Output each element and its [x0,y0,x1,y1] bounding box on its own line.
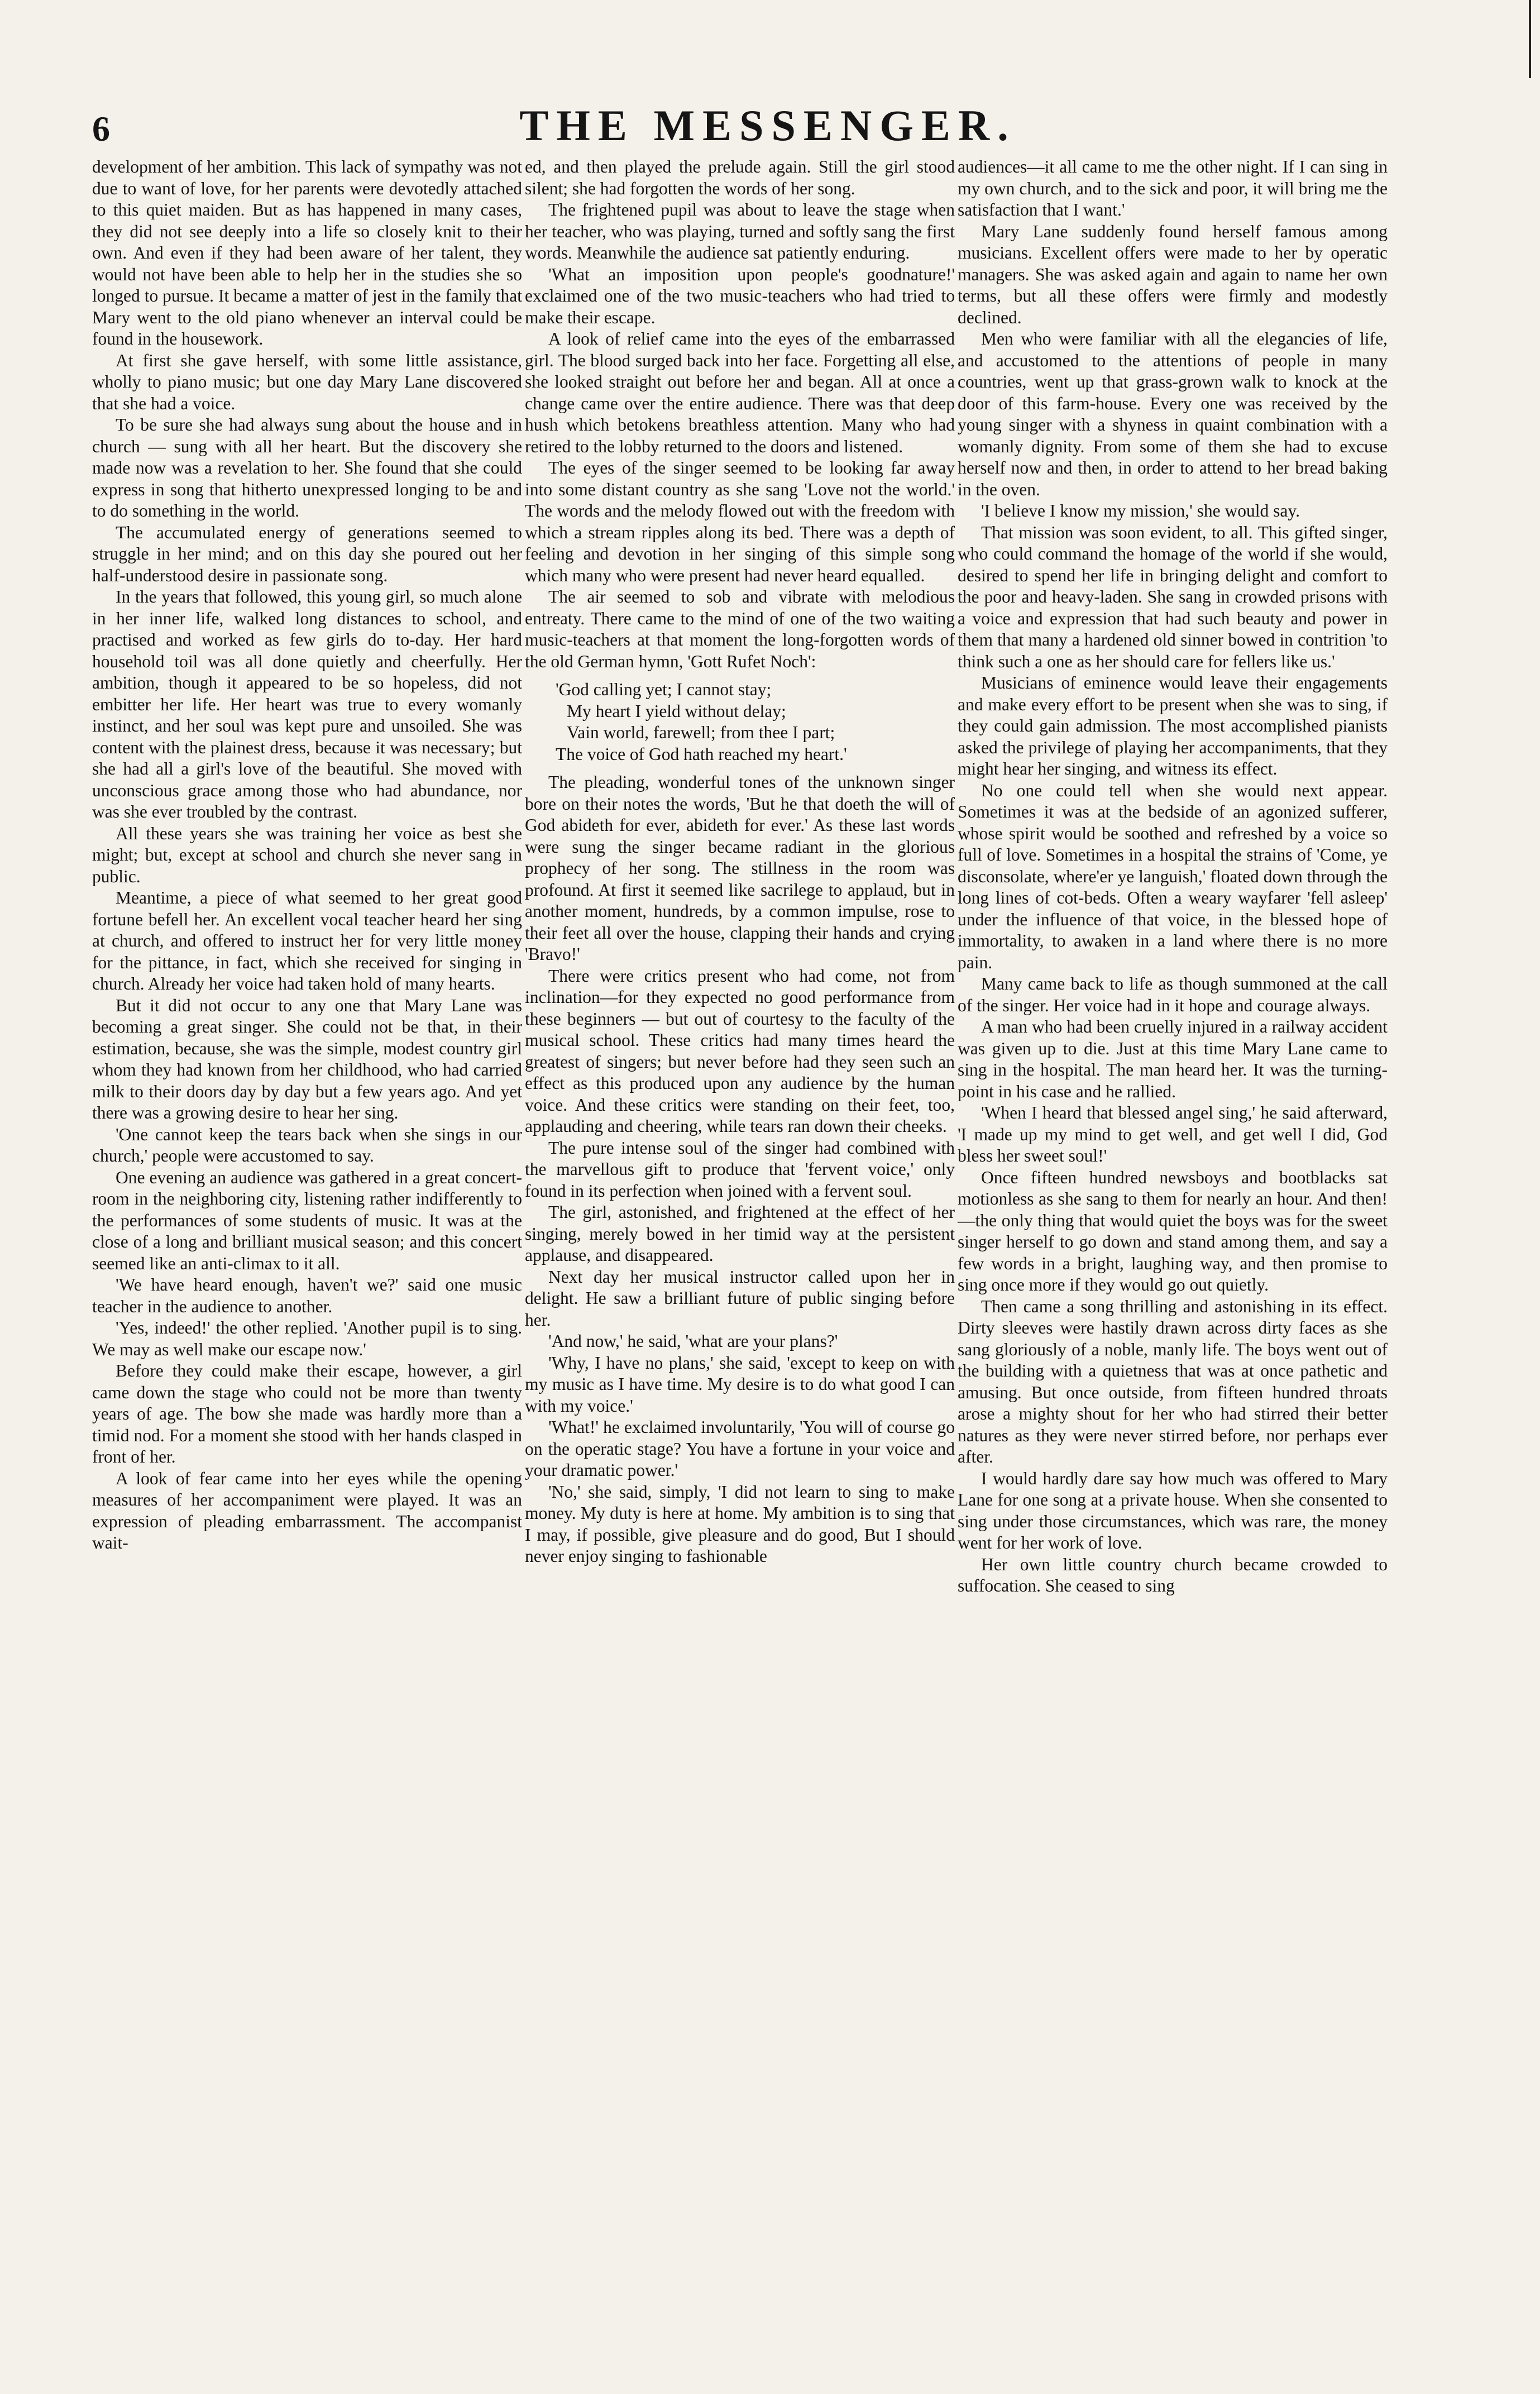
paragraph: development of her ambition. This lack of sympathy was not due to want of love, for her parents were devotedly attached to this quiet maiden. But as has happened in many cases, they did not see deeply into a life so closely knit to their own. And even if they had been aware of her talent, they would not have been able to help her in the studies she so longed to pursue. It became a matter of jest in the family that Mary went to the old piano whenever an interval could be found in the housework. [92,157,522,348]
column-2 [525,156,955,1568]
paragraph: No one could tell when she would next appear. Sometimes it was at the bedside of an agonized sufferer, whose spirit would be soothed and refreshed by a voice so full of love. Sometimes in a hospital the strains of 'Come, ye disconsolate, where'er ye languish,' floated down through the long lines of cot-beds. Often a weary wayfarer 'fell asleep' under the influence of that voice, in the blessed hope of immortality, to awaken in a land where there is no more pain. [958,780,1388,972]
edge-rule [1529,0,1531,78]
page-number: 6 [92,109,110,149]
paragraph: But it did not occur to any one that Mary Lane was becoming a great singer. She could not be that, in their estimation, because, she was the simple, modest country girl whom they had known from her childhood, who had carried milk to their doors day by day but a few years ago. And yet there was a growing desire to hear her sing. [92,995,522,1122]
page-header [84,101,1452,151]
column-3 [958,156,1388,1597]
paragraph: audiences—it all came to me the other night. If I can sing in my own church, and to the sick and poor, it will bring me the satisfaction that I want.' [958,157,1388,219]
paragraph: In the years that followed, this young girl, so much alone in her inner life, walked long distances to school, and practised and worked as few girls do to-day. Her hard household toil was all done quietly and cheerfully. Her ambition, though it appeared to be so hopeless, did not embitter her life. Her heart was true to every womanly instinct, and her soul was kept pure and unsoiled. She was content with the plainest dress, because it was necessary; but she had all a girl's love of the beautiful. She moved with unconscious grace among those who had abundance, nor was she ever troubled by the contrast. [92,587,522,821]
paragraph: Before they could make their escape, however, a girl came down the stage who could not be more than twenty years of age. The bow she made was hardly more than a timid nod. For a moment she stood with her hands clasped in front of her. [92,1361,522,1466]
paragraph: The pleading, wonderful tones of the unknown singer bore on their notes the words, 'But he that doeth the will of God abideth for ever, abideth for ever.' As these last words were sung the singer became radiant in the glorious prophecy of her song. The stillness in the room was profound. At first it seemed like sacrilege to applaud, but in another moment, hundreds, by a common impulse, rose to their feet all over the house, clapping their hands and crying 'Bravo!' [525,772,955,964]
paragraph: 'What!' he exclaimed involuntarily, 'You will of course go on the operatic stage? You have a fortune in your voice and your dramatic power.' [525,1417,955,1480]
paragraph: Next day her musical instructor called upon her in delight. He saw a brilliant future of public singing before her. [525,1267,955,1330]
paragraph: 'When I heard that blessed angel sing,' he said afterward, 'I made up my mind to get well, and get well I did, God bless her sweet soul!' [958,1103,1388,1165]
paragraph: The frightened pupil was about to leave the stage when her teacher, who was playing, turned and softly sang the first words. Meanwhile the audience sat patiently enduring. [525,200,955,262]
paragraph: To be sure she had always sung about the house and in church — sung with all her heart. But the discovery she made now was a revelation to her. She found that she could express in song that hitherto unexpressed longing to be and to do something in the world. [92,415,522,520]
paragraph: The pure intense soul of the singer had combined with the marvellous gift to produce that 'fervent voice,' only found in its perfection when joined with a fervent soul. [525,1138,955,1201]
paragraph: I would hardly dare say how much was offered to Mary Lane for one song at a private house. When she consented to sing under those circumstances, which was rare, the money went for her work of love. [958,1468,1388,1552]
column-1 [92,156,522,1554]
masthead-title: THE MESSENGER. [519,101,1016,150]
paragraph: 'What an imposition upon people's goodnature!' exclaimed one of the two music-teachers who had tried to make their escape. [525,264,955,327]
verse-line: My heart I yield without delay; [567,701,786,721]
hymn-verse [556,679,955,765]
paragraph: There were critics present who had come, not from inclination—for they expected no good performance from these beginners — but out of courtesy to the faculty of the musical school. These critics had many times heard the greatest of singers; but never before had they seen such an effect as this produced upon any audience by the human voice. And these critics were standing on their feet, too, applauding and cheering, while tears ran down their cheeks. [525,966,955,1136]
paragraph: Musicians of eminence would leave their engagements and make every effort to be present when she was to sing, if they could gain admission. The most accomplished pianists asked the privilege of playing her accompaniments, that they might hear her singing, and witness its effect. [958,673,1388,778]
paragraph: Many came back to life as though summoned at the call of the singer. Her voice had in it hope and courage always. [958,974,1388,1015]
paragraph: Men who were familiar with all the elegancies of life, and accustomed to the attentions of people in many countries, went up that grass-grown walk to knock at the door of this farm-house. Every one was received by the young singer with a shyness in quaint combination with a womanly dignity. From some of them she had to excuse herself now and then, in order to attend to her bread baking in the oven. [958,329,1388,499]
paragraph: One evening an audience was gathered in a great concert-room in the neighboring city, listening rather indifferently to the performances of some students of music. It was at the close of a long and brilliant musical season; and this concert seemed like an anti-climax to it all. [92,1167,522,1273]
paragraph: All these years she was training her voice as best she might; but, except at school and church she never sang in public. [92,823,522,886]
paragraph: 'I believe I know my mission,' she would say. [981,501,1300,520]
paragraph: The accumulated energy of generations seemed to struggle in her mind; and on this day she poured out her half-understood desire in passionate song. [92,522,522,585]
paragraph: Meantime, a piece of what seemed to her great good fortune befell her. An excellent vocal teacher heard her sing at church, and offered to instruct her for very little money for the pittance, in fact, which she received for singing in church. Already her voice had taken hold of many hearts. [92,888,522,993]
paragraph: Her own little country church became crowded to suffocation. She ceased to sing [958,1554,1388,1595]
paragraph: 'Yes, indeed!' the other replied. 'Another pupil is to sing. We may as well make our escape now.' [92,1318,522,1359]
paragraph: Once fifteen hundred newsboys and bootblacks sat motionless as she sang to them for nearly an hour. And then!—the only thing that would quiet the boys was for the sweet singer herself to go down and stand among them, and say a few words in a bright, laughing way, and then promise to sing once more if they would go out quietly. [958,1167,1388,1294]
paragraph: The air seemed to sob and vibrate with melodious entreaty. There came to the mind of one of the two waiting music-teachers at that moment the long-forgotten words of the old German hymn, 'Gott Rufet Noch': [525,587,955,671]
paragraph: 'No,' she said, simply, 'I did not learn to sing to make money. My duty is here at home. My ambition is to sing that I may, if possible, give pleasure and do good, But I should never enjoy singing to fashionable [525,1482,955,1566]
paragraph: That mission was soon evident, to all. This gifted singer, who could command the homage of the world if she would, desired to spend her life in bringing delight and comfort to the poor and heavy-laden. She sang in crowded prisons with a voice and expression that had such beauty and power in them that many a hardened old sinner bowed in contrition 'to think such a one as her should care for fellers like us.' [958,522,1388,671]
paragraph: At first she gave herself, with some little assistance, wholly to piano music; but one day Mary Lane discovered that she had a voice. [92,350,522,413]
paragraph: ed, and then played the prelude again. Still the girl stood silent; she had forgotten the words of her song. [525,157,955,198]
paragraph: The eyes of the singer seemed to be looking far away into some distant country as she sang 'Love not the world.' The words and the melody flowed out with the freedom with which a stream ripples along its bed. There was a depth of feeling and devotion in her singing of this simple song which many who were present had never heard equalled. [525,458,955,585]
paragraph: A look of relief came into the eyes of the embarrassed girl. The blood surged back into her face. Forgetting all else, she looked straight out before her and began. All at once a change came over the entire audience. There was that deep hush which betokens breathless attention. Many who had retired to the lobby returned to the doors and listened. [525,329,955,456]
paragraph: 'We have heard enough, haven't we?' said one music teacher in the audience to another. [92,1275,522,1316]
paragraph: The girl, astonished, and frightened at the effect of her singing, merely bowed in her timid way at the persistent applause, and disappeared. [525,1202,955,1265]
paragraph: 'Why, I have no plans,' she said, 'except to keep on with my music as I have time. My desire is to do what good I can with my voice.' [525,1353,955,1416]
verse-line: Vain world, farewell; from thee I part; [567,723,835,742]
paragraph: Mary Lane suddenly found herself famous among musicians. Excellent offers were made to her by operatic managers. She was asked again and again to name her own terms, but all these offers were firmly and modestly declined. [958,221,1388,327]
paragraph: 'And now,' he said, 'what are your plans?' [548,1331,838,1351]
paragraph: 'One cannot keep the tears back when she sings in our church,' people were accustomed to say. [92,1124,522,1165]
verse-line: The voice of God hath reached my heart.' [556,744,847,764]
paragraph: Then came a song thrilling and astonishing in its effect. Dirty sleeves were hastily drawn across dirty faces as she sang gloriously of a noble, manly life. The boys went out of the building with a quietness that was at once pathetic and amusing. But once outside, from fifteen hundred throats arose a mighty shout for her who had stirred their better natures as they were never stirred before, nor perhaps ever after. [958,1296,1388,1466]
verse-line: 'God calling yet; I cannot stay; [556,680,772,699]
paragraph: A look of fear came into her eyes while the opening measures of her accompaniment were played. It was an expression of pleading embarrassment. The accompanist wait- [92,1468,522,1552]
paragraph: A man who had been cruelly injured in a railway accident was given up to die. Just at this time Mary Lane came to sing in the hospital. The man heard her. It was the turning-point in his case and he rallied. [958,1017,1388,1101]
